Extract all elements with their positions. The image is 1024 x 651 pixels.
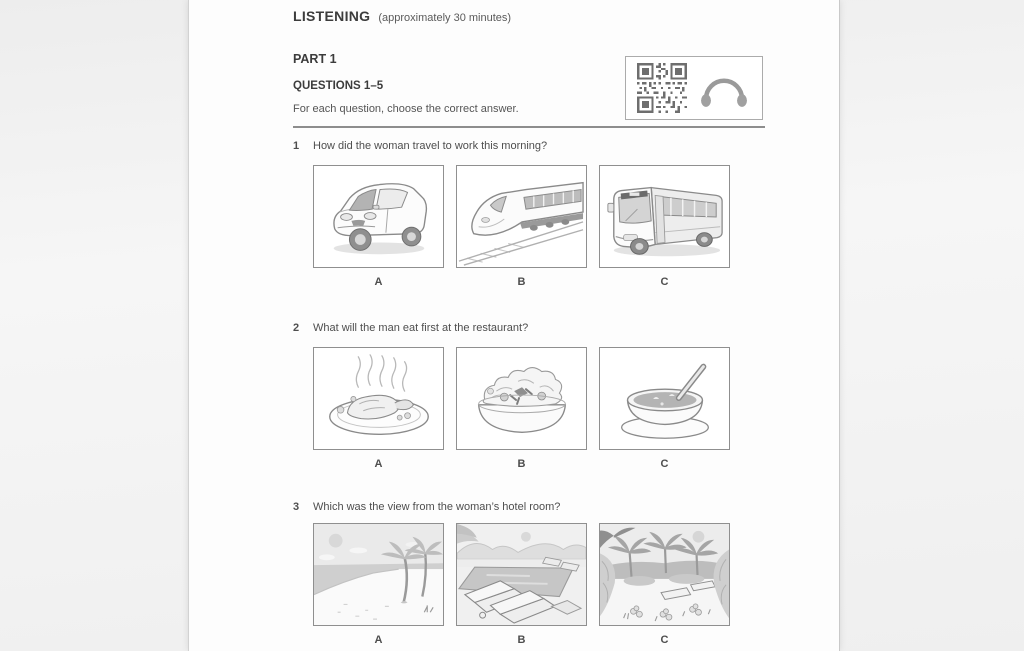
- beach-illustration: [313, 523, 444, 626]
- question-3-option-c: [599, 523, 730, 646]
- question-2-option-c: [599, 347, 730, 470]
- option-letter: C: [660, 276, 669, 288]
- question-1: [293, 139, 547, 153]
- option-letter: A: [374, 634, 383, 646]
- question-1-options: [313, 165, 730, 288]
- question-1-number: 1: [293, 140, 300, 152]
- option-letter: B: [517, 634, 526, 646]
- question-2-number: 2: [293, 322, 300, 334]
- question-1-text: How did the woman travel to work this morning?: [313, 140, 548, 152]
- car-illustration: [313, 165, 444, 268]
- instructions-text: For each question, choose the correct answer.: [293, 103, 519, 115]
- section-divider: [293, 126, 765, 128]
- audio-panel: [625, 56, 763, 120]
- option-letter: A: [374, 458, 383, 470]
- salad-illustration: [456, 347, 587, 470]
- option-letter: B: [517, 458, 526, 470]
- qr-code-icon: [637, 63, 687, 113]
- hot-dish-illustration: [313, 347, 444, 450]
- exam-page: [188, 0, 840, 651]
- question-2-option-a: [313, 347, 444, 470]
- option-letter: C: [660, 458, 669, 470]
- question-1-option-c: [599, 165, 730, 288]
- question-2: [293, 321, 528, 335]
- section-duration: (approximately 30 minutes): [378, 12, 512, 24]
- pool-illustration: [456, 523, 587, 626]
- option-letter: C: [660, 634, 669, 646]
- bus-illustration: [599, 165, 730, 268]
- garden-illustration: [599, 523, 730, 626]
- questions-range: QUESTIONS 1–5: [293, 80, 384, 92]
- question-3-options: [313, 523, 730, 646]
- headphones-icon: [697, 65, 751, 111]
- salad-bowl-illustration: [456, 347, 587, 450]
- question-1-option-b: [456, 165, 587, 288]
- option-letter: B: [517, 276, 526, 288]
- soup-illustration: [599, 347, 730, 450]
- question-3-option-b: [456, 523, 587, 646]
- question-3: [293, 500, 560, 514]
- section-header: [293, 8, 511, 24]
- train-illustration: [456, 165, 587, 268]
- option-letter: A: [374, 276, 383, 288]
- question-3-number: 3: [293, 501, 300, 513]
- question-2-options: [313, 347, 730, 470]
- question-1-option-a: [313, 165, 444, 288]
- question-2-text: What will the man eat first at the restaurant?: [313, 322, 529, 334]
- part-title: PART 1: [293, 52, 337, 66]
- question-3-text: Which was the view from the woman’s hotel room?: [313, 501, 561, 513]
- section-title: LISTENING: [293, 8, 371, 24]
- question-3-option-a: [313, 523, 444, 646]
